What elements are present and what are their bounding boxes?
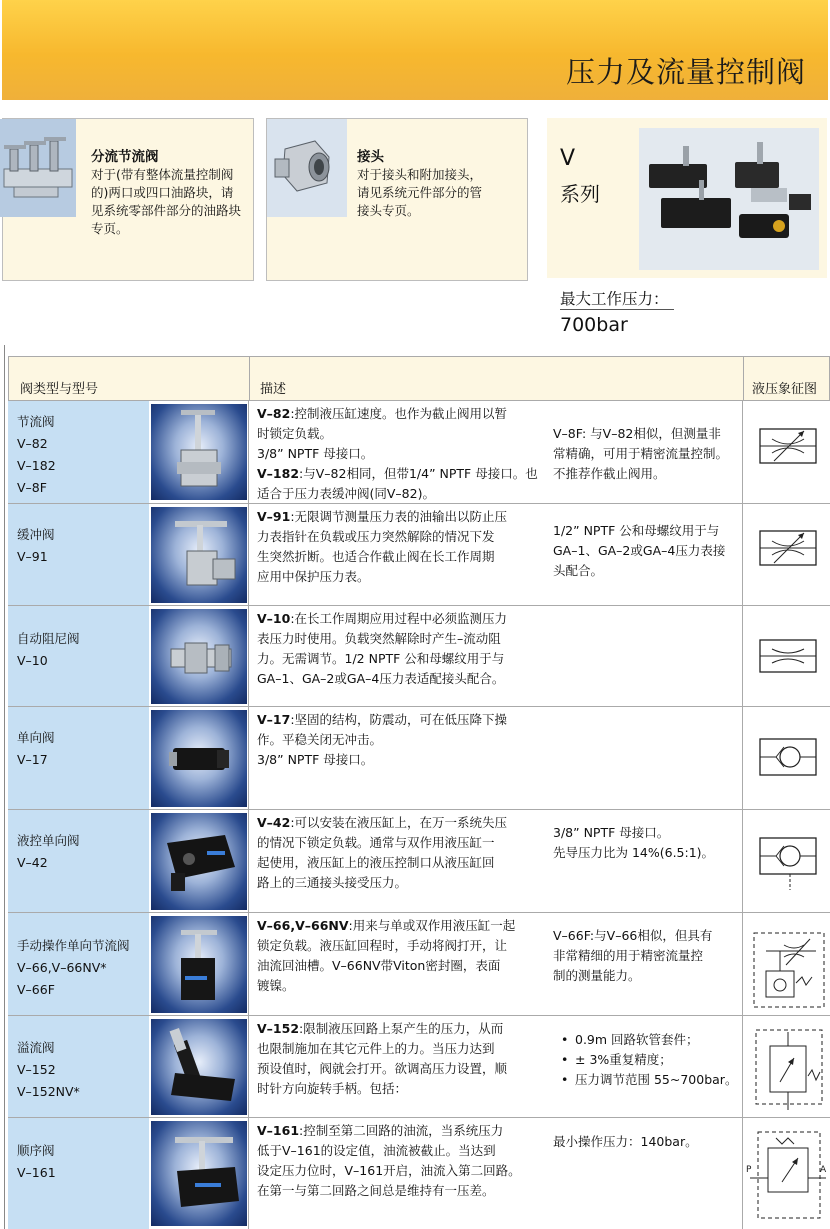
cell-divider (742, 913, 743, 1016)
card-desc-line: 专页。 (91, 221, 129, 236)
desc-text: 也限制施加在其它元件上的力。当压力达到 (257, 1041, 495, 1056)
sequence-valve-symbol (746, 1118, 830, 1229)
table-row (8, 606, 830, 707)
series-letter: V (560, 146, 576, 171)
table-row (8, 401, 830, 504)
valve-photo (151, 1121, 247, 1226)
desc-line (257, 484, 538, 504)
desc-line (257, 710, 507, 730)
desc-text: 起使用，液压缸上的液压控制口从液压缸回 (257, 855, 495, 870)
header-divider (249, 357, 250, 401)
model-label: V–66,V–66NV (257, 918, 349, 933)
table-row (8, 1118, 830, 1229)
desc-text: 3/8” NPTF 母接口。 (257, 752, 374, 767)
cell-divider (248, 504, 249, 606)
desc-line (257, 873, 507, 893)
throttle-valve-symbol (746, 401, 830, 503)
bullet-item: • ± 3%重复精度； (561, 1050, 737, 1070)
card-desc (91, 166, 241, 238)
row-note (553, 1132, 698, 1152)
row-note (553, 926, 712, 986)
desc-line (257, 527, 507, 547)
desc-text: :可以安装在液压缸上，在万一系统失压 (290, 815, 508, 830)
valves-photo (639, 128, 819, 270)
cell-divider (742, 1118, 743, 1229)
model-label: V–152 (257, 1021, 300, 1036)
desc-line (257, 976, 515, 996)
desc-line (257, 649, 507, 669)
desc-text: 油流回油槽。V–66NV带Viton密封圈，表面 (257, 958, 501, 973)
desc-line (257, 853, 507, 873)
note-line: GA–1、GA–2或GA–4压力表接 (553, 543, 726, 558)
table-row (8, 1016, 830, 1118)
desc-line (257, 936, 515, 956)
row-name-cell (8, 401, 149, 503)
row-name (17, 1037, 80, 1103)
desc-text: 预设值时，阀就会打开。欲调高压力设置，顺 (257, 1061, 508, 1076)
desc-text: 适合于压力表缓冲阀(同V–82)。 (257, 486, 435, 501)
desc-line (257, 609, 507, 629)
header-divider (743, 357, 744, 401)
model-label: V–182 (257, 466, 300, 481)
desc-line (257, 404, 538, 424)
desc-line (257, 1019, 507, 1039)
note-line: 头配合。 (553, 563, 604, 578)
desc-text: 的情况下锁定负载。通常与双作用液压缸一 (257, 835, 495, 850)
desc-text: 应用中保护压力表。 (257, 569, 370, 584)
row-name-line: V–17 (17, 752, 48, 767)
desc-line (257, 629, 507, 649)
valve-photo (151, 404, 247, 500)
desc-line (257, 1141, 521, 1161)
desc-line (257, 833, 507, 853)
row-name-line: V–66,V–66NV* (17, 960, 107, 975)
row-note (553, 424, 728, 484)
desc-line (257, 669, 507, 689)
relief-valve-symbol (746, 1016, 830, 1118)
desc-text: 设定压力位时，V–161开启，油流入第二回路。 (257, 1163, 521, 1178)
row-name (17, 830, 80, 874)
row-name (17, 628, 80, 672)
desc-text: 表压力时使用。负载突然解除时产生–流动阻 (257, 631, 501, 646)
card-title: 接头 (357, 149, 384, 165)
cell-divider (248, 913, 249, 1016)
desc-line (257, 1181, 521, 1201)
series-name: 系列 (560, 182, 600, 206)
row-name-line: V–8F (17, 480, 47, 495)
note-line: V–8F: 与V–82相似，但测量非 (553, 426, 721, 441)
cell-divider (248, 401, 249, 504)
model-label: V–10 (257, 611, 291, 626)
valve-photo (151, 1019, 247, 1115)
symbol-cell (746, 1016, 830, 1117)
desc-text: :坚固的结构，防震动，可在低压降下操 (290, 712, 508, 727)
damper-symbol (746, 606, 830, 707)
series-box (547, 118, 827, 278)
manifold-photo (0, 119, 76, 217)
note-line: 1/2” NPTF 公和母螺纹用于与 (553, 523, 720, 538)
card-title: 分流节流阀 (91, 149, 159, 165)
table-row (8, 707, 830, 810)
bullet-item: • 压力调节范围 55~700bar。 (561, 1070, 737, 1090)
cell-divider (742, 1016, 743, 1118)
note-line: 最小操作压力：140bar。 (553, 1134, 698, 1149)
desc-line (257, 956, 515, 976)
symbol-cell (746, 1118, 830, 1229)
page-title: 压力及流量控制阀 (565, 55, 806, 89)
valve-photo (151, 813, 247, 910)
row-desc (257, 1019, 507, 1099)
row-name-cell (8, 913, 149, 1015)
desc-text: 在第一与第二回路之间总是维持有一压差。 (257, 1183, 495, 1198)
throttle-valve-symbol (746, 504, 830, 606)
row-name-line: V–66F (17, 982, 55, 997)
model-label: V–17 (257, 712, 291, 727)
card-desc-line: 见系统零部件部分的油路块 (91, 203, 242, 218)
table-row (8, 504, 830, 606)
desc-text: 力。无需调节。1/2 NPTF 公和母螺纹用于与 (257, 651, 505, 666)
symbol-cell (746, 707, 830, 809)
row-name-line: 手动操作单向节流阀 (17, 938, 130, 953)
port-a-label: A (820, 1165, 827, 1175)
desc-line (257, 444, 538, 464)
row-desc (257, 916, 515, 996)
note-line: 3/8” NPTF 母接口。 (553, 825, 670, 840)
row-name-line: V–182 (17, 458, 56, 473)
desc-text: :控制至第二回路的油流，当系统压力 (299, 1123, 504, 1138)
desc-line (257, 916, 515, 936)
card-desc-line: 的)两口或四口油路块，请 (91, 185, 234, 200)
cell-divider (248, 810, 249, 913)
desc-line (257, 813, 507, 833)
cell-divider (248, 1016, 249, 1118)
note-line: 先导压力比为 14%(6.5:1)。 (553, 845, 715, 860)
note-line: 制的测量能力。 (553, 968, 641, 983)
manual-check-throttle-symbol (746, 913, 830, 1016)
cell-divider (742, 504, 743, 606)
desc-line (257, 750, 507, 770)
model-label: V–161 (257, 1123, 300, 1138)
table-row (8, 810, 830, 913)
card-desc-line: 请见系统元件部分的管 (357, 185, 483, 200)
desc-text: :限制液压回路上泵产生的压力，从而 (299, 1021, 504, 1036)
cell-divider (742, 606, 743, 707)
desc-text: 力表指针在负载或压力突然解除的情况下发 (257, 529, 495, 544)
page-edge-line (4, 345, 5, 1229)
row-name-line: 液控单向阀 (17, 833, 80, 848)
row-name-line: V–152 (17, 1062, 56, 1077)
bullet-item: • 0.9m 回路软管套件； (561, 1030, 737, 1050)
row-desc (257, 609, 507, 689)
desc-text: 作。平稳关闭无冲击。 (257, 732, 383, 747)
fitting-photo (267, 119, 347, 217)
max-pressure-value: 700bar (560, 314, 628, 336)
row-name-cell (8, 606, 149, 706)
desc-line (257, 567, 507, 587)
row-name-line: 溢流阀 (17, 1040, 55, 1055)
pressure-divider (560, 309, 674, 310)
row-name-line: V–161 (17, 1165, 56, 1180)
desc-line (257, 1121, 521, 1141)
header-desc: 描述 (260, 382, 287, 397)
row-name-cell (8, 1016, 149, 1117)
cell-divider (742, 707, 743, 810)
cell-divider (248, 1118, 249, 1229)
row-name-line: 自动阻尼阀 (17, 631, 80, 646)
row-name (17, 1140, 56, 1184)
desc-text: :无限调节测量压力表的油输出以防止压 (290, 509, 508, 524)
row-name-line: 节流阀 (17, 414, 55, 429)
cell-divider (742, 810, 743, 913)
row-desc (257, 404, 538, 504)
desc-text: :控制液压缸速度。也作为截止阀用以暂 (290, 406, 508, 421)
row-desc (257, 813, 507, 893)
row-name-line: V–152NV* (17, 1084, 80, 1099)
desc-line (257, 507, 507, 527)
table-header (8, 356, 830, 401)
row-name-cell (8, 810, 149, 912)
note-line: 不推荐作截止阀用。 (553, 466, 666, 481)
row-name-cell (8, 707, 149, 809)
row-name-cell (8, 504, 149, 605)
symbol-cell (746, 504, 830, 605)
desc-line (257, 424, 538, 444)
desc-line (257, 1059, 507, 1079)
model-label: V–91 (257, 509, 291, 524)
desc-text: 镀镍。 (257, 978, 295, 993)
row-desc (257, 507, 507, 587)
desc-text: :用来与单或双作用液压缸一起 (348, 918, 516, 933)
row-name-line: 单向阀 (17, 730, 55, 745)
desc-text: 时锁定负载。 (257, 426, 333, 441)
card-flow-divider (2, 118, 254, 281)
desc-text: :在长工作周期应用过程中必须监测压力 (290, 611, 508, 626)
note-line: V–66F:与V–66相似，但具有 (553, 928, 713, 943)
symbol-cell (746, 913, 830, 1015)
table-row (8, 913, 830, 1016)
desc-text: 路上的三通接头接受压力。 (257, 875, 408, 890)
header-symbol: 液压象征图 (752, 382, 818, 397)
desc-text: 生突然折断。也适合作截止阀在长工作周期 (257, 549, 495, 564)
valve-photo (151, 710, 247, 807)
desc-line (257, 464, 538, 484)
desc-text: 锁定负载。液压缸回程时，手动将阀打开，让 (257, 938, 508, 953)
row-name (17, 524, 55, 568)
row-note (553, 823, 714, 863)
symbol-cell (746, 401, 830, 503)
desc-text: 低于V–161的设定值，油流被截止。当达到 (257, 1143, 496, 1158)
cell-divider (742, 401, 743, 504)
symbol-cell (746, 810, 830, 912)
valve-photo (151, 916, 247, 1013)
max-pressure-label: 最大工作压力： (560, 290, 669, 308)
note-line: 常精确，可用于精密流量控制。 (553, 446, 729, 461)
desc-line (257, 1039, 507, 1059)
model-label: V–42 (257, 815, 291, 830)
row-name (17, 727, 55, 771)
row-name (17, 411, 56, 499)
row-name-line: V–10 (17, 653, 48, 668)
card-desc (357, 166, 482, 220)
desc-line (257, 1161, 521, 1181)
desc-line (257, 730, 507, 750)
valve-photo (151, 507, 247, 603)
row-name-line: 缓冲阀 (17, 527, 55, 542)
row-name-line: 顺序阀 (17, 1143, 55, 1158)
cell-divider (248, 707, 249, 810)
desc-text: :与V–82相同，但带1/4” NPTF 母接口。也 (299, 466, 538, 481)
header-band (2, 0, 828, 100)
row-name-line: V–91 (17, 549, 48, 564)
row-name-line: V–82 (17, 436, 48, 451)
row-desc (257, 1121, 521, 1201)
card-desc-line: 对于接头和附加接头， (357, 167, 483, 182)
row-desc (257, 710, 507, 770)
card-desc-line: 接头专页。 (357, 203, 420, 218)
cell-divider (248, 606, 249, 707)
model-label: V–82 (257, 406, 291, 421)
desc-line (257, 547, 507, 567)
row-name-cell (8, 1118, 149, 1229)
desc-text: 时针方向旋转手柄。包括： (257, 1081, 408, 1096)
symbol-cell (746, 606, 830, 706)
desc-text: GA–1、GA–2或GA–4压力表适配接头配合。 (257, 671, 505, 686)
desc-line (257, 1079, 507, 1099)
port-p-label: P (746, 1165, 752, 1175)
card-desc-line: 对于(带有整体流量控制阀 (91, 167, 234, 182)
desc-text: 3/8” NPTF 母接口。 (257, 446, 374, 461)
row-note (553, 521, 725, 581)
note-line: 非常精细的用于精密流量控 (553, 948, 704, 963)
card-fittings (266, 118, 528, 281)
row-bullets (561, 1030, 737, 1090)
row-name-line: V–42 (17, 855, 48, 870)
valve-photo (151, 609, 247, 704)
row-name (17, 935, 130, 1001)
pilot-check-valve-symbol (746, 810, 830, 913)
check-valve-symbol (746, 707, 830, 810)
header-type: 阀类型与型号 (20, 382, 99, 397)
